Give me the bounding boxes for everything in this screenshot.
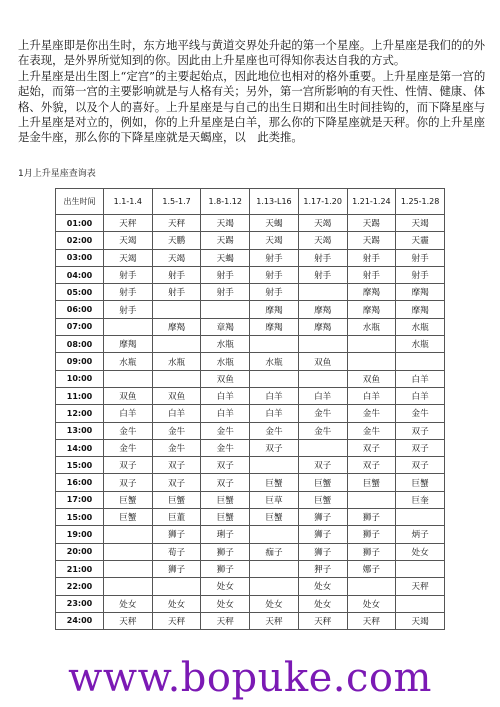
sign-cell: 双鱼 [152, 387, 201, 404]
sign-cell [250, 560, 299, 577]
sign-cell [396, 560, 445, 577]
sign-cell: 摩羯 [347, 284, 396, 301]
sign-cell: 天秤 [104, 215, 153, 232]
time-cell: 08:00 [56, 336, 104, 353]
time-cell: 24:00 [56, 612, 104, 629]
sign-cell [250, 526, 299, 543]
sign-cell: 巨蟹 [250, 474, 299, 491]
sign-cell: 双子 [104, 457, 153, 474]
sign-cell [347, 353, 396, 370]
sign-cell: 射手 [201, 284, 250, 301]
sign-cell: 双鱼 [104, 387, 153, 404]
sign-cell: 天踢 [347, 215, 396, 232]
sign-cell: 狮子 [347, 526, 396, 543]
intro-paragraph-2: 上升星座是出生图上“定宫”的主要起始点，因此地位也相对的格外重要。上升星座是第一宫的起始，而第一宫的主要影响就是与人格有关；另外，第一宫所影响的有天性、性情、健康、体格、外貌，以及个人的喜好。上升星座是与自己的出生日期和出生时间挂钩的，而下降星座与上升星座是对立的，例如，你的上升星座是白羊，那么你的下降星座就是天秤。你的上升星座是金牛座，那么你的下降星座就是天蝎座，以 此类推。 [18, 68, 486, 145]
sign-cell: 水瓶 [347, 318, 396, 335]
sign-cell: 射手 [152, 284, 201, 301]
sign-cell: 水瓶 [201, 353, 250, 370]
sign-cell: 金牛 [104, 422, 153, 439]
sign-cell: 巨蟹 [104, 491, 153, 508]
sign-cell: 射手 [396, 249, 445, 266]
sign-cell: 天竭 [396, 215, 445, 232]
time-cell: 15:00 [56, 457, 104, 474]
sign-cell: 水瓶 [396, 336, 445, 353]
sign-cell [396, 595, 445, 612]
sign-cell: 天秤 [298, 612, 347, 629]
time-cell: 22:00 [56, 578, 104, 595]
sign-cell: 天秤 [396, 578, 445, 595]
sign-cell: 狮子 [152, 526, 201, 543]
sign-cell: 天竭 [104, 249, 153, 266]
sign-cell: 射手 [104, 266, 153, 283]
sign-cell [104, 578, 153, 595]
table-row [56, 405, 445, 422]
sign-cell: 巨草 [250, 491, 299, 508]
header-cell: 1.25-1.28 [396, 189, 445, 215]
sign-cell [250, 336, 299, 353]
sign-cell: 双子 [347, 439, 396, 456]
table-row [56, 336, 445, 353]
table-row [56, 491, 445, 508]
sign-cell: 天秤 [347, 612, 396, 629]
time-cell: 12:00 [56, 405, 104, 422]
sign-cell: 巨蟹 [201, 509, 250, 526]
sign-cell: 双子 [152, 474, 201, 491]
table-row [56, 509, 445, 526]
sign-cell: 巨蟹 [201, 491, 250, 508]
sign-cell: 金牛 [201, 422, 250, 439]
time-cell: 04:00 [56, 266, 104, 283]
table-row [56, 474, 445, 491]
sign-cell: 水瓶 [396, 318, 445, 335]
table-row [56, 595, 445, 612]
sign-cell: 射手 [201, 266, 250, 283]
sign-cell: 水瓶 [250, 353, 299, 370]
ascendant-table [55, 188, 445, 630]
sign-cell: 摩羯 [250, 318, 299, 335]
sign-cell: 水瓶 [152, 353, 201, 370]
sign-cell: 白羊 [347, 387, 396, 404]
sign-cell [104, 560, 153, 577]
sign-cell: 双鱼 [298, 353, 347, 370]
sign-cell [250, 457, 299, 474]
header-cell: 1.5-1.7 [152, 189, 201, 215]
table-row [56, 284, 445, 301]
time-cell: 10:00 [56, 370, 104, 387]
sign-cell: 天踢 [347, 232, 396, 249]
header-cell: 1.21-1.24 [347, 189, 396, 215]
time-cell: 14:00 [56, 439, 104, 456]
sign-cell: 狮子 [347, 509, 396, 526]
sign-cell: 金牛 [347, 422, 396, 439]
sign-cell [347, 491, 396, 508]
sign-cell: 射手 [298, 249, 347, 266]
time-cell: 15:00 [56, 509, 104, 526]
sign-cell [152, 578, 201, 595]
table-body [56, 215, 445, 630]
sign-cell: 射手 [347, 249, 396, 266]
sign-cell: 射手 [396, 266, 445, 283]
intro-text [18, 38, 488, 146]
sign-cell: 巨董 [152, 509, 201, 526]
table-row [56, 370, 445, 387]
table-row [56, 526, 445, 543]
sign-cell: 天竭 [298, 215, 347, 232]
sign-cell: 金牛 [250, 422, 299, 439]
sign-cell [152, 336, 201, 353]
sign-cell: 双子 [152, 457, 201, 474]
sign-cell: 天秤 [152, 612, 201, 629]
sign-cell: 天竭 [201, 215, 250, 232]
sign-cell: 双子 [396, 439, 445, 456]
sign-cell: 巨蟹 [396, 474, 445, 491]
sign-cell: 痂子 [250, 543, 299, 560]
sign-cell: 摩羯 [396, 284, 445, 301]
sign-cell: 天霾 [396, 232, 445, 249]
sign-cell: 天蝎 [250, 215, 299, 232]
sign-cell: 狮子 [298, 526, 347, 543]
time-cell: 17:00 [56, 491, 104, 508]
sign-cell: 水瓶 [201, 336, 250, 353]
table-row [56, 439, 445, 456]
sign-cell: 射手 [250, 284, 299, 301]
sign-cell: 处女 [347, 595, 396, 612]
sign-cell [152, 370, 201, 387]
sign-cell [298, 284, 347, 301]
sign-cell: 金牛 [298, 422, 347, 439]
time-cell: 13:00 [56, 422, 104, 439]
sign-cell [104, 526, 153, 543]
sign-cell: 娜子 [347, 560, 396, 577]
time-cell: 01:00 [56, 215, 104, 232]
sign-cell: 白羊 [201, 387, 250, 404]
sign-cell: 天秤 [201, 612, 250, 629]
table-row [56, 353, 445, 370]
sign-cell: 狮子 [201, 560, 250, 577]
sign-cell: 白羊 [104, 405, 153, 422]
sign-cell: 双子 [104, 474, 153, 491]
sign-cell: 摩羯 [298, 318, 347, 335]
sign-cell: 双子 [201, 474, 250, 491]
sign-cell: 摩羯 [104, 336, 153, 353]
sign-cell: 天竭 [298, 232, 347, 249]
sign-cell: 处女 [201, 595, 250, 612]
sign-cell: 狮子 [298, 509, 347, 526]
sign-cell: 天竭 [396, 612, 445, 629]
table-caption: 1月上升星座查询表 [18, 169, 96, 179]
sign-cell: 处女 [250, 595, 299, 612]
sign-cell: 白羊 [201, 405, 250, 422]
sign-cell [298, 336, 347, 353]
time-cell: 16:00 [56, 474, 104, 491]
sign-cell: 摩羯 [152, 318, 201, 335]
time-cell: 03:00 [56, 249, 104, 266]
sign-cell: 射手 [104, 284, 153, 301]
sign-cell: 白羊 [396, 370, 445, 387]
sign-cell: 处女 [298, 595, 347, 612]
time-cell: 02:00 [56, 232, 104, 249]
sign-cell: 天竭 [250, 232, 299, 249]
sign-cell: 金牛 [396, 405, 445, 422]
sign-cell: 琍子 [201, 526, 250, 543]
time-cell: 20:00 [56, 543, 104, 560]
sign-cell: 白羊 [250, 405, 299, 422]
sign-cell: 金牛 [201, 439, 250, 456]
sign-cell: 双子 [347, 457, 396, 474]
sign-cell: 巨蟹 [250, 509, 299, 526]
time-cell: 05:00 [56, 284, 104, 301]
table-row [56, 215, 445, 232]
time-cell: 09:00 [56, 353, 104, 370]
sign-cell: 摩羯 [347, 301, 396, 318]
time-cell: 11:00 [56, 387, 104, 404]
sign-cell [201, 301, 250, 318]
sign-cell [298, 439, 347, 456]
sign-cell: 白羊 [250, 387, 299, 404]
sign-cell: 射手 [298, 266, 347, 283]
sign-cell: 金牛 [298, 405, 347, 422]
header-cell: 出生时间 [56, 189, 104, 215]
sign-cell: 天鹏 [152, 232, 201, 249]
table-row [56, 301, 445, 318]
table-row [56, 612, 445, 629]
sign-cell: 荀子 [152, 543, 201, 560]
table-row [56, 578, 445, 595]
sign-cell: 双子 [298, 457, 347, 474]
table-row [56, 249, 445, 266]
sign-cell: 巨奎 [396, 491, 445, 508]
sign-cell: 巨蟹 [298, 474, 347, 491]
time-cell: 19:00 [56, 526, 104, 543]
sign-cell: 章羯 [201, 318, 250, 335]
sign-cell: 金牛 [347, 405, 396, 422]
table-row [56, 543, 445, 560]
sign-cell: 射手 [347, 266, 396, 283]
sign-cell: 处女 [152, 595, 201, 612]
table-row [56, 232, 445, 249]
table-header-row [56, 189, 445, 215]
sign-cell: 白羊 [152, 405, 201, 422]
sign-cell: 双鱼 [201, 370, 250, 387]
header-cell: 1.1-1.4 [104, 189, 153, 215]
table-row [56, 387, 445, 404]
sign-cell: 天秤 [152, 215, 201, 232]
sign-cell [298, 370, 347, 387]
sign-cell: 处女 [298, 578, 347, 595]
sign-cell: 白羊 [298, 387, 347, 404]
sign-cell: 狮子 [347, 543, 396, 560]
sign-cell: 双子 [396, 457, 445, 474]
sign-cell: 狮子 [152, 560, 201, 577]
sign-cell: 巨蟹 [152, 491, 201, 508]
sign-cell [152, 301, 201, 318]
table-row [56, 560, 445, 577]
intro-paragraph-1: 上升星座即是你出生时，东方地平线与黄道交界处升起的第一个星座。上升星座是我们的的外在表现，是外界所觉知到的你。因此由上升星座也可得知你表达自我的方式。 [18, 38, 486, 68]
header-cell: 1.17-1.20 [298, 189, 347, 215]
sign-cell: 白羊 [396, 387, 445, 404]
sign-cell: 天蝎 [201, 249, 250, 266]
time-cell: 07:00 [56, 318, 104, 335]
sign-cell: 射手 [152, 266, 201, 283]
sign-cell: 射手 [250, 266, 299, 283]
sign-cell: 金牛 [152, 422, 201, 439]
table-row [56, 318, 445, 335]
sign-cell: 天秤 [250, 612, 299, 629]
sign-cell [396, 353, 445, 370]
table-row [56, 266, 445, 283]
sign-cell: 双子 [396, 422, 445, 439]
sign-cell [396, 509, 445, 526]
sign-cell: 射手 [104, 301, 153, 318]
sign-cell: 狎子 [298, 560, 347, 577]
watermark: www.bopuke.com [68, 655, 432, 701]
sign-cell [347, 336, 396, 353]
sign-cell: 双鱼 [347, 370, 396, 387]
sign-cell [250, 578, 299, 595]
sign-cell: 摩羯 [396, 301, 445, 318]
sign-cell: 双子 [201, 457, 250, 474]
table-row [56, 457, 445, 474]
sign-cell [104, 318, 153, 335]
sign-cell: 摩羯 [298, 301, 347, 318]
sign-cell: 巨蟹 [104, 509, 153, 526]
sign-cell: 天秤 [104, 612, 153, 629]
sign-cell: 天竭 [104, 232, 153, 249]
sign-cell: 双子 [250, 439, 299, 456]
sign-cell: 金牛 [104, 439, 153, 456]
sign-cell [104, 370, 153, 387]
sign-cell: 巨蟹 [347, 474, 396, 491]
sign-cell [347, 578, 396, 595]
table-row [56, 422, 445, 439]
sign-cell: 金牛 [152, 439, 201, 456]
sign-cell: 处女 [396, 543, 445, 560]
sign-cell: 摩羯 [250, 301, 299, 318]
sign-cell: 处女 [104, 595, 153, 612]
sign-cell: 处女 [201, 578, 250, 595]
header-cell: 1.13-L16 [250, 189, 299, 215]
sign-cell [104, 543, 153, 560]
time-cell: 21:00 [56, 560, 104, 577]
time-cell: 23:00 [56, 595, 104, 612]
sign-cell: 炳子 [396, 526, 445, 543]
sign-cell: 巨蟹 [298, 491, 347, 508]
sign-cell: 射手 [250, 249, 299, 266]
time-cell: 06:00 [56, 301, 104, 318]
sign-cell: 狮子 [201, 543, 250, 560]
sign-cell: 天竭 [152, 249, 201, 266]
sign-cell [250, 370, 299, 387]
sign-cell: 水瓶 [104, 353, 153, 370]
sign-cell: 天踢 [201, 232, 250, 249]
header-cell: 1.8-1.12 [201, 189, 250, 215]
sign-cell: 狮子 [298, 543, 347, 560]
